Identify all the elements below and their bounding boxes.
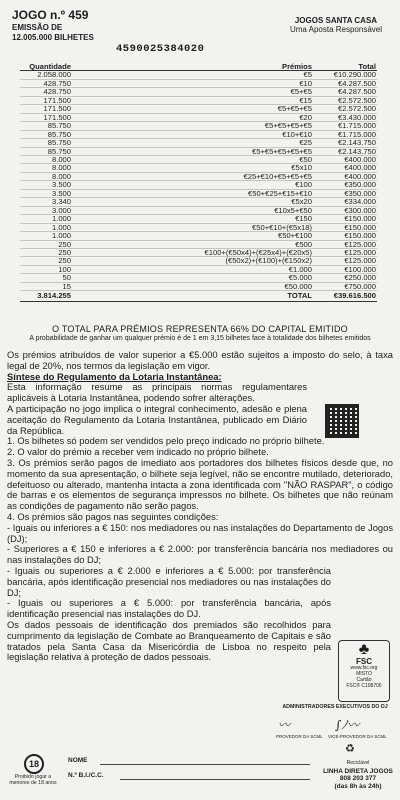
prize-combination: €20 [72, 113, 313, 121]
prize-combination: €50 [72, 155, 313, 163]
brand-tagline: Uma Aposta Responsável [289, 25, 382, 34]
signature-provedor: 〰 [278, 718, 291, 732]
prize-total: €150.000 [313, 223, 377, 231]
fsc-url: www.fsc.org [350, 665, 378, 671]
prize-row [20, 130, 377, 138]
prize-total: €10.290.000 [313, 71, 377, 79]
prize-row [20, 88, 377, 96]
brand-name: JOGOS SANTA CASA [294, 16, 378, 25]
prize-total: €2.143.750 [313, 139, 377, 147]
prize-combination: (€50x2)+(€100)+(€150x2) [72, 257, 313, 265]
name-label: NOME [68, 757, 88, 764]
total-label: TOTAL [72, 291, 313, 301]
prize-combination: €10+€10 [72, 130, 313, 138]
condition-1: - Iguais ou inferiores a € 150: nos mediadores ou nas instalações do Departamento de Jogos (DJ); [7, 522, 393, 544]
rule-3: 3. Os prémios serão pagos de imediato aos portadores dos bilhetes físicos desde que, no momento da sua apresentação, o bilhete seja legível, não se encontre mutilado, deteriorado, defeituoso ou alterado, mantenha intacta a zona identificada com "NÃO RASPAR", o código de barras e os elementos de segurança impressos no bilhete. Os bilhetes que não reúnam as condições de pagamento não serão pagos. [7, 457, 393, 512]
prize-combination: €10 [72, 79, 313, 87]
prize-row [20, 172, 377, 180]
total-value: €39.616.500 [313, 291, 377, 301]
prize-total: €400.000 [313, 172, 377, 180]
prize-total: €4.287.500 [313, 88, 377, 96]
recycle-icon: ♻ [345, 743, 355, 755]
signature-label-1: PROVEDOR DA SCML [276, 734, 323, 739]
prize-quantity: 85.750 [20, 130, 72, 138]
prize-total: €300.000 [313, 206, 377, 214]
prize-combination: €5+€5+€5+€5+€5 [72, 147, 313, 155]
prize-quantity: 428.750 [20, 79, 72, 87]
prize-total: €2.143.750 [313, 147, 377, 155]
prize-row [20, 139, 377, 147]
prize-quantity: 1.000 [20, 215, 72, 223]
emission-line-2: 12.005.000 BILHETES [12, 33, 94, 42]
age-restriction-icon: 18 [24, 754, 44, 774]
tax-paragraph: Os prémios atribuídos de valor superior a €5.000 estão sujeitos a imposto do selo, à taxa legal de 20%, nos termos da legislação em vigor. [7, 350, 393, 371]
prize-quantity: 250 [20, 248, 72, 256]
prize-row [20, 223, 377, 231]
prize-total: €334.000 [313, 198, 377, 206]
prize-combination: €5+€5 [72, 88, 313, 96]
prize-total: €2.572.500 [313, 96, 377, 104]
prize-combination: €5x20 [72, 198, 313, 206]
prize-total: €3.430.000 [313, 113, 377, 121]
prize-row [20, 164, 377, 172]
prize-row [20, 274, 377, 282]
prize-quantity: 171.500 [20, 113, 72, 121]
prize-row [20, 189, 377, 197]
prize-quantity: 85.750 [20, 139, 72, 147]
prize-combination: €50+€25+€15+€10 [72, 189, 313, 197]
prize-combination: €50.000 [72, 282, 313, 290]
rule-4: 4. Os prémios são pagos nas seguintes condições: [7, 511, 219, 522]
prize-row [20, 206, 377, 214]
prize-total: €4.287.500 [313, 79, 377, 87]
rule-2: 2. O valor do prémio a receber vem indicado no próprio bilhete. [7, 447, 269, 458]
prize-row [20, 198, 377, 206]
prize-combination: €5.000 [72, 274, 313, 282]
prize-row [20, 122, 377, 130]
prize-quantity: 171.500 [20, 105, 72, 113]
brand-block [290, 16, 382, 34]
prize-combination: €50+€100 [72, 232, 313, 240]
prize-row [20, 79, 377, 87]
prize-row [20, 155, 377, 163]
prize-quantity: 8.000 [20, 172, 72, 180]
prize-row [20, 282, 377, 290]
prize-quantity: 3.000 [20, 206, 72, 214]
prize-total: €150.000 [313, 215, 377, 223]
fsc-code: FSC® C108706 [346, 683, 382, 689]
prize-quantity: 85.750 [20, 122, 72, 130]
prize-combination: €5x10 [72, 164, 313, 172]
signature-label-2: VICE-PROVEDOR DA SCML [328, 734, 387, 739]
prize-total: €2.572.500 [313, 105, 377, 113]
prize-quantity: 250 [20, 240, 72, 248]
prize-combination: €100+(€50x4)+(€25x4)+(€20x5) [72, 248, 313, 256]
hotline-block [320, 760, 396, 790]
prize-total: €350.000 [313, 189, 377, 197]
hotline-title: LINHA DIRETA JOGOS [323, 767, 393, 775]
condition-4: - Iguais ou superiores a € 5.000: por transferência bancária, após identificação presencial nas instalações do DJ. [7, 598, 331, 620]
prize-total: €125.000 [313, 248, 377, 256]
prize-row [20, 240, 377, 248]
prize-row [20, 71, 377, 79]
prize-quantity: 250 [20, 257, 72, 265]
prize-total: €400.000 [313, 164, 377, 172]
id-field[interactable] [120, 779, 310, 780]
condition-2: - Superiores a € 150 e inferiores a € 2.000: por transferência bancária nos mediadores ou nas instalações do DJ; [7, 544, 393, 566]
prize-quantity: 85.750 [20, 147, 72, 155]
prize-row [20, 232, 377, 240]
prize-quantity: 3.500 [20, 189, 72, 197]
prize-percentage-line: O TOTAL PARA PRÉMIOS REPRESENTA 66% DO CAPITAL EMITIDO [52, 324, 348, 334]
prize-row [20, 257, 377, 265]
recyclable-label: Reciclável [346, 760, 370, 766]
fsc-logo [338, 640, 390, 702]
signature-vice-provedor: ∫ﾉ〰 [335, 718, 360, 732]
emission-line-1: EMISSÃO DE [12, 23, 63, 32]
prize-total: €1.715.000 [313, 130, 377, 138]
col-header-total: Total [313, 63, 377, 71]
prize-quantity: 50 [20, 274, 72, 282]
prize-total: €125.000 [313, 240, 377, 248]
prize-combination: €25 [72, 139, 313, 147]
fsc-label: FSC [356, 657, 372, 666]
prize-total: €400.000 [313, 155, 377, 163]
prize-combination: €5+€5+€5 [72, 105, 313, 113]
hotline-hours: (das 8h às 24h) [334, 782, 382, 790]
prize-quantity: 171.500 [20, 96, 72, 104]
prize-total: €750.000 [313, 282, 377, 290]
prize-row [20, 105, 377, 113]
prize-combination: €25+€10+€5+€5+€5 [72, 172, 313, 180]
prize-row [20, 248, 377, 256]
ticket-header-left [12, 8, 94, 42]
prize-quantity: 1.000 [20, 223, 72, 231]
name-field[interactable] [100, 764, 310, 765]
fsc-tree-icon: ♣ [358, 641, 370, 658]
prize-quantity: 3.500 [20, 181, 72, 189]
prize-combination: €100 [72, 181, 313, 189]
prize-combination: €500 [72, 240, 313, 248]
probability-line: A probabilidade de ganhar um qualquer prémio é de 1 em 3,15 bilhetes face à totalidade dos bilhetes emitidos [29, 335, 371, 342]
prize-total: €125.000 [313, 257, 377, 265]
condition-3: - Iguais ou superiores a € 2.000 e inferiores a € 5.000: por transferência bancária, após identificação presencial nos mediadores ou nas instalações do DJ; [7, 565, 331, 598]
prize-combination: €15 [72, 96, 313, 104]
prize-combination: €1.000 [72, 265, 313, 273]
admin-title: ADMINISTRADORES EXECUTIVOS DO DJ [282, 704, 388, 710]
prize-combination: €10x5+€50 [72, 206, 313, 214]
prize-row [20, 113, 377, 121]
prize-quantity: 8.000 [20, 164, 72, 172]
prize-row [20, 265, 377, 273]
prize-quantity: 100 [20, 265, 72, 273]
data-protection-paragraph: Os dados pessoais de identificação dos premiados são recolhidos para cumprimento da legislação de Combate ao Branqueamento de Capitais e são tratados pela Santa Casa da Misericórdia de Lisboa no respeito pela legislação relativa à proteção de dados pessoais. [7, 619, 331, 663]
prize-total-row [20, 291, 377, 301]
game-number: JOGO n.º 459 [12, 8, 89, 22]
qr-code [325, 404, 359, 438]
prize-row [20, 96, 377, 104]
fsc-cartao: Cartão [356, 677, 372, 683]
prize-quantity: 2.058.000 [20, 71, 72, 79]
participation-paragraph: A participação no jogo implica o integral conhecimento, adesão e plena aceitação do Regulamento da Lotaria Instantânea, publicado em Diário da República. [7, 403, 307, 436]
prize-combination: €5 [72, 71, 313, 79]
rule-1: 1. Os bilhetes só podem ser vendidos pelo preço indicado no próprio bilhete. [7, 436, 325, 447]
prize-total: €150.000 [313, 232, 377, 240]
prize-quantity: 8.000 [20, 155, 72, 163]
id-label: N.º B.I./C.C. [68, 772, 104, 779]
prize-table [20, 63, 377, 302]
prize-combination: €150 [72, 215, 313, 223]
regulation-text [7, 350, 393, 666]
prize-total: €250.000 [313, 274, 377, 282]
prize-combination: €50+€10+(€5x18) [72, 223, 313, 231]
fsc-misto: MISTO [356, 671, 372, 677]
prize-quantity: 3.340 [20, 198, 72, 206]
col-header-prizes: Prémios [72, 63, 313, 71]
prize-quantity: 1.000 [20, 232, 72, 240]
total-quantity: 3.814.255 [20, 291, 72, 301]
prize-total: €350.000 [313, 181, 377, 189]
prize-combination: €5+€5+€5+€5 [72, 122, 313, 130]
barcode-number: 4590025384020 [116, 43, 205, 55]
age-restriction-text: Proibido jogar a menores de 18 anos [9, 774, 57, 786]
col-header-quantity: Quantidade [20, 63, 72, 71]
prize-row [20, 215, 377, 223]
info-paragraph: Esta informação resume as principais normas regulamentares aplicáveis à Lotaria Instantânea, podendo sofrer alterações. [7, 382, 307, 404]
regulation-heading: Síntese do Regulamento da Lotaria Instantânea: [7, 370, 222, 382]
hotline-phone: 808 203 377 [339, 775, 377, 782]
prize-row [20, 147, 377, 155]
prize-total: €1.715.000 [313, 122, 377, 130]
prize-row [20, 181, 377, 189]
prize-total: €100.000 [313, 265, 377, 273]
prize-quantity: 15 [20, 282, 72, 290]
prize-quantity: 428.750 [20, 88, 72, 96]
